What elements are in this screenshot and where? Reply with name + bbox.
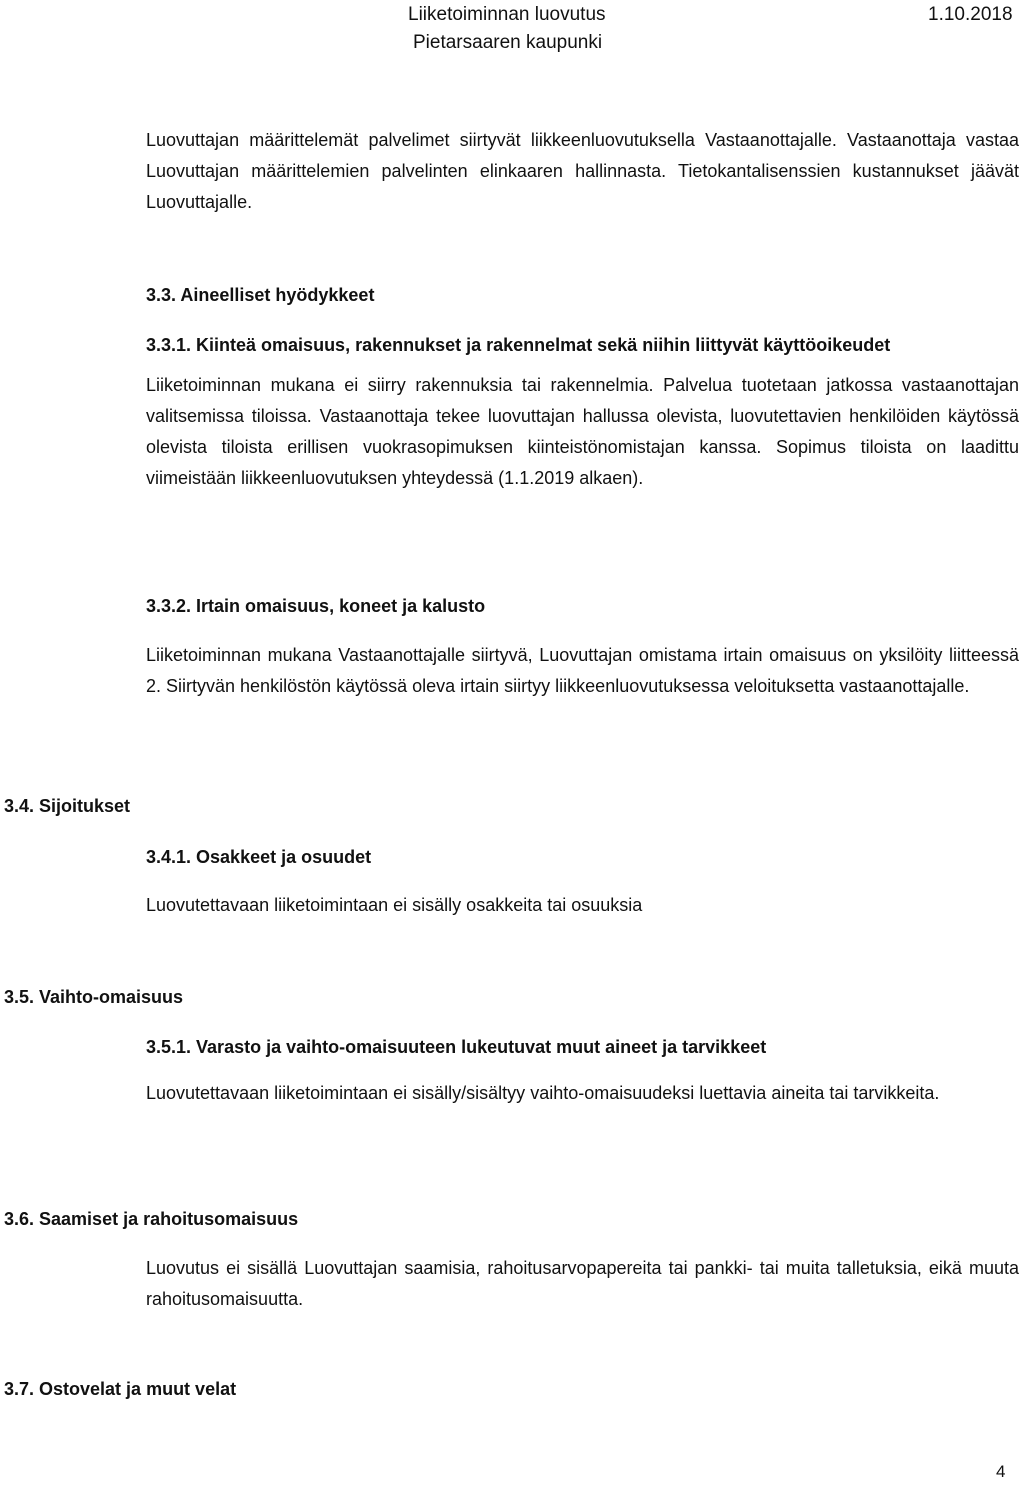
paragraph-3-3-1: Liiketoiminnan mukana ei siirry rakennuksia tai rakennelmia. Palvelua tuotetaan jatkossa vastaanottajan valitsemissa tiloissa. Vastaanottaja tekee luovuttajan hallussa olevista, luovutettavien henkilöiden käytössä olevista tiloista erillisen vuokrasopimuksen kiinteistönomistajan kanssa. Sopimus tiloista on laadittu viimeistään liikkeenluovutuksen yhteydessä (1.1.2019 alkaen). — [146, 375, 1019, 488]
section-heading-3-3: 3.3. Aineelliset hyödykkeet — [146, 285, 375, 305]
subsection-heading-3-4-1: 3.4.1. Osakkeet ja osuudet — [146, 847, 372, 867]
section-heading-3-5: 3.5. Vaihto-omaisuus — [4, 987, 184, 1007]
paragraph-3-5-1: Luovutettavaan liiketoimintaan ei sisälly/sisältyy vaihto-omaisuudeksi luettavia aineita tai tarvikkeita. — [146, 1083, 940, 1103]
paragraph-3-4-1: Luovutettavaan liiketoimintaan ei sisälly osakkeita tai osuuksia — [146, 895, 643, 915]
document-subtitle: Pietarsaaren kaupunki — [413, 32, 603, 53]
section-heading-3-6: 3.6. Saamiset ja rahoitusomaisuus — [4, 1209, 299, 1229]
section-heading-3-7: 3.7. Ostovelat ja muut velat — [4, 1379, 237, 1399]
document-date: 1.10.2018 — [928, 4, 1013, 25]
subsection-heading-3-3-1: 3.3.1. Kiinteä omaisuus, rakennukset ja rakennelmat sekä niihin liittyvät käyttöoikeudet — [146, 335, 891, 355]
subsection-heading-3-3-2: 3.3.2. Irtain omaisuus, koneet ja kalusto — [146, 596, 486, 616]
paragraph-3-3-2: Liiketoiminnan mukana Vastaanottajalle siirtyvä, Luovuttajan omistama irtain omaisuus on yksilöity liitteessä 2. Siirtyvän henkilöstön käytössä oleva irtain siirtyy liikkeenluovutuksessa veloituksetta vastaanottajalle. — [146, 645, 1019, 696]
page-number: 4 — [996, 1462, 1006, 1481]
paragraph-3-6: Luovutus ei sisällä Luovuttajan saamisia, rahoitusarvopapereita tai pankki- tai muita talletuksia, eikä muuta rahoitusomaisuutta. — [146, 1258, 1019, 1309]
section-heading-3-4: 3.4. Sijoitukset — [4, 796, 131, 816]
document-title: Liiketoiminnan luovutus — [408, 4, 606, 25]
subsection-heading-3-5-1: 3.5.1. Varasto ja vaihto-omaisuuteen lukeutuvat muut aineet ja tarvikkeet — [146, 1037, 767, 1057]
intro-paragraph: Luovuttajan määrittelemät palvelimet siirtyvät liikkeenluovutuksella Vastaanottajalle. Vastaanottaja vastaa Luovuttajan määrittelemien palvelinten elinkaaren hallinnasta. Tietokantalisenssien kustannukset jäävät Luovuttajalle. — [146, 130, 1019, 212]
